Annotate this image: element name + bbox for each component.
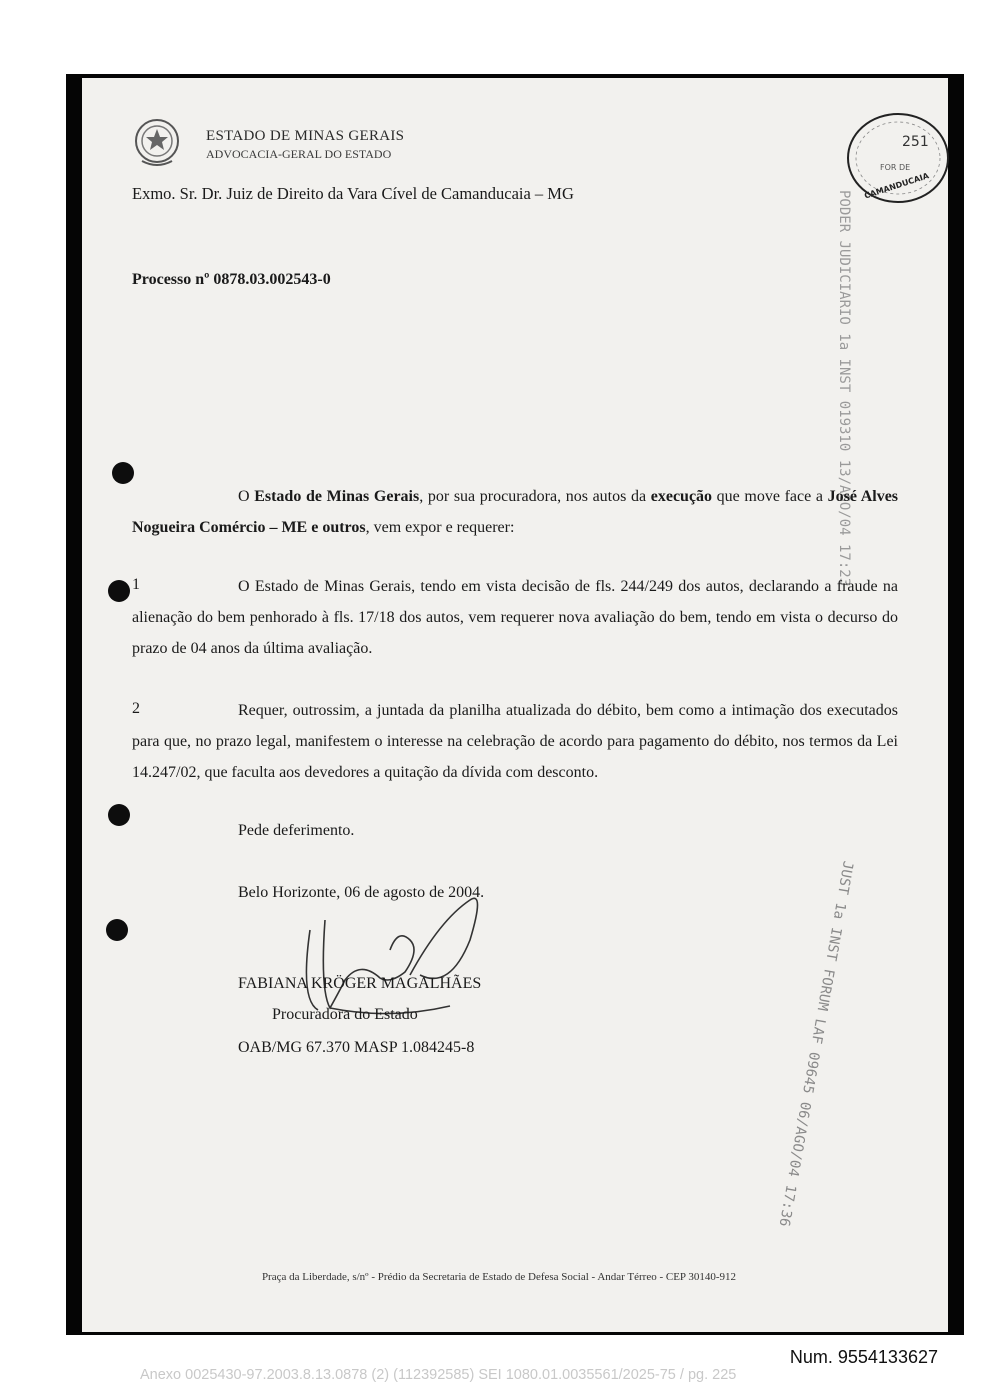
page-number: Num. 9554133627 (789, 1347, 938, 1367)
signer-role: Procuradora do Estado (272, 1006, 418, 1023)
annex-reference: Anexo 0025430-97.2003.8.13.0878 (2) (112392585) SEI 1080.01.0035561/2025-75 / pg. 225 (140, 1367, 737, 1383)
letterhead-agency: ADVOCACIA-GERAL DO ESTADO (206, 147, 392, 161)
intro-bold-party: Estado de Minas Gerais (254, 488, 420, 505)
punch-hole (108, 804, 130, 826)
closing-text: Pede deferimento. (238, 822, 355, 839)
item-paragraph: Requer, outrossim, a juntada da planilha atualizada do débito, bem como a intimação dos executados para que, no prazo legal, manifestem o interesse na celebração de acordo para pagamento do débito, nos termos da Lei 14.247/02, que faculta aos devedores a quitação da dívida com desconto. (132, 702, 898, 781)
seal-number: 251 (902, 134, 929, 150)
court-seal (842, 110, 950, 206)
letterhead-state: ESTADO DE MINAS GERAIS (206, 128, 405, 144)
item-paragraph: O Estado de Minas Gerais, tendo em vista decisão de fls. 244/249 dos autos, declarando a fraude na alienação do bem penhorado à fls. 17/18 dos autos, vem requerer nova avaliação do bem, tendo em vista o decurso do prazo de 04 anos da última avaliação. (132, 578, 898, 657)
intro-bold-defendant: José Alves Nogueira Comércio – ME e outros (132, 488, 899, 536)
intro-text: , por sua procuradora, nos autos da (419, 488, 651, 505)
protocol-stamp-vertical: PODER JUDICIARIO 1a INST 019310 13/AGO/04 17:23 (836, 190, 852, 587)
letter-footer-address: Praça da Liberdade, s/nº - Prédio da Secretaria de Estado de Defesa Social - Andar Térreo - CEP 30140-912 (261, 1271, 737, 1283)
item-number: 1 (132, 576, 140, 593)
protocol-stamp-diagonal: JUST 1a INST FORUM LAF 09645 06/AGO/04 17:36 (775, 859, 856, 1228)
item-number: 2 (132, 700, 140, 717)
process-number: Processo nº 0878.03.002543-0 (132, 271, 331, 288)
intro-text: , vem expor e requerer: (365, 519, 515, 536)
intro-text: que move face a (712, 488, 828, 505)
signer-name: FABIANA KRÖGER MAGALHÃES (238, 975, 482, 992)
signer-registration: OAB/MG 67.370 MASP 1.084245-8 (238, 1039, 475, 1056)
seal-city-text: CAMANDUCAIA (863, 171, 930, 201)
punch-hole (112, 462, 134, 484)
seal-middle-text: FOR DE (880, 163, 911, 172)
state-coat-of-arms-icon (132, 117, 182, 169)
place-date: Belo Horizonte, 06 de agosto de 2004. (238, 884, 485, 901)
punch-hole (108, 580, 130, 602)
intro-bold-action: execução (650, 488, 713, 505)
addressee: Exmo. Sr. Dr. Juiz de Direito da Vara Cível de Camanducaia – MG (132, 184, 574, 203)
punch-hole (106, 919, 128, 941)
intro-text: O (238, 488, 255, 505)
intro-paragraph (132, 481, 898, 543)
